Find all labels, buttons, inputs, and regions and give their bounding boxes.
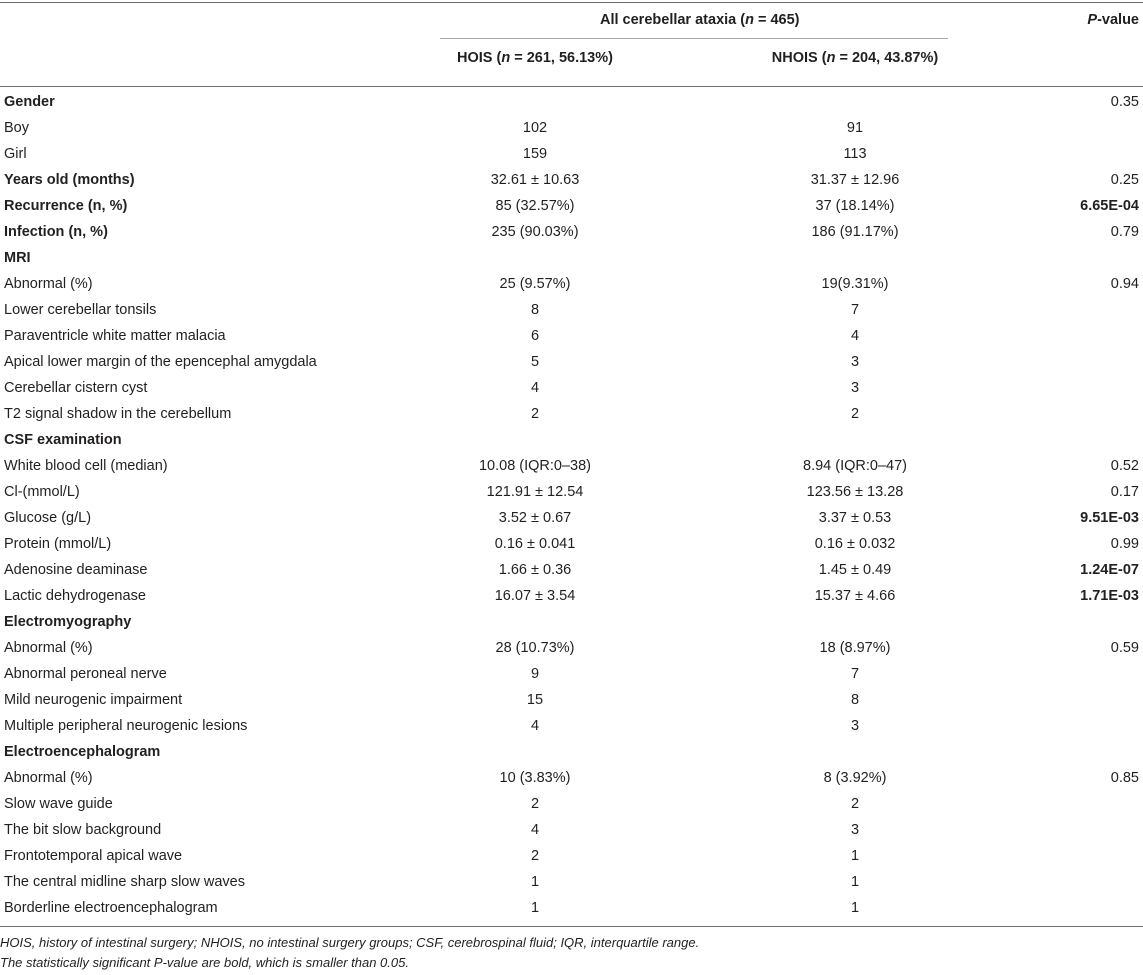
nhois-value: [715, 89, 995, 115]
hois-value: 1.66 ± 0.36: [498, 562, 572, 578]
nhois-value: 123.56 ± 13.28: [806, 484, 904, 500]
hois-column-header: HOIS (n = 261, 56.13%): [457, 50, 613, 66]
row-label: Borderline electroencephalogram: [4, 900, 218, 916]
footnote-significance: The statistically significant P-value are bold, which is smaller than 0.05.: [0, 955, 409, 970]
section-label: Recurrence (n, %): [4, 198, 128, 214]
section-label: Electromyography: [4, 614, 132, 630]
header-bottom-rule: [0, 86, 1143, 87]
nhois-value: [715, 245, 995, 271]
hois-value: 1: [530, 874, 540, 890]
hois-value: 10 (3.83%): [499, 770, 571, 786]
row-label: Slow wave guide: [4, 796, 113, 812]
hois-value: 121.91 ± 12.54: [486, 484, 584, 500]
group-underline: [440, 38, 948, 39]
p-value: 0.35: [1110, 94, 1139, 110]
p-value: 0.59: [1110, 640, 1139, 656]
nhois-value: 1: [850, 874, 860, 890]
row-label: Frontotemporal apical wave: [4, 848, 183, 864]
hois-value: 85 (32.57%): [495, 198, 575, 214]
section-label: MRI: [4, 250, 31, 266]
p-value: 0.25: [1110, 172, 1139, 188]
hois-value: 2: [530, 848, 540, 864]
hois-value: 0.16 ± 0.041: [494, 536, 576, 552]
p-value: 0.17: [1110, 484, 1139, 500]
footnote-abbreviations: HOIS, history of intestinal surgery; NHOIS, no intestinal surgery groups; CSF, cerebrospinal fluid; IQR, interquartile range.: [0, 935, 700, 950]
hois-value: 4: [530, 822, 540, 838]
nhois-value: 37 (18.14%): [815, 198, 895, 214]
nhois-value: 3: [850, 354, 860, 370]
nhois-value: 2: [850, 796, 860, 812]
nhois-value: 113: [843, 146, 867, 162]
p-value: 0.85: [1110, 770, 1139, 786]
row-label: Abnormal (%): [4, 640, 93, 656]
nhois-value: 1.45 ± 0.49: [818, 562, 892, 578]
section-label: Years old (months): [4, 172, 135, 188]
hois-value: 159: [522, 146, 548, 162]
hois-value: 25 (9.57%): [499, 276, 571, 292]
section-label: Infection (n, %): [4, 224, 108, 240]
row-label: Abnormal (%): [4, 770, 93, 786]
nhois-column-header: NHOIS (n = 204, 43.87%): [771, 50, 939, 66]
row-label: Paraventricle white matter malacia: [4, 328, 226, 344]
hois-value: 1: [530, 900, 540, 916]
row-label: The central midline sharp slow waves: [4, 874, 245, 890]
nhois-value: 31.37 ± 12.96: [810, 172, 900, 188]
section-label: CSF examination: [4, 432, 122, 448]
nhois-value: [715, 739, 995, 765]
row-label: Cl-(mmol/L): [4, 484, 80, 500]
hois-value: 5: [530, 354, 540, 370]
nhois-value: [715, 609, 995, 635]
p-value: 1.71E-03: [1080, 588, 1139, 604]
hois-value: [355, 245, 715, 271]
nhois-value: 15.37 ± 4.66: [814, 588, 896, 604]
p-value: 0.99: [1110, 536, 1139, 552]
table-bottom-rule: [0, 926, 1143, 927]
nhois-value: 19(9.31%): [821, 276, 889, 292]
nhois-value: 2: [850, 406, 860, 422]
hois-value: 4: [530, 380, 540, 396]
hois-value: 10.08 (IQR:0–38): [478, 458, 592, 474]
nhois-value: 1: [850, 900, 860, 916]
row-label: Mild neurogenic impairment: [4, 692, 183, 708]
row-label: Abnormal (%): [4, 276, 93, 292]
table-top-rule: [0, 2, 1143, 3]
hois-value: [355, 427, 715, 453]
hois-value: 9: [530, 666, 540, 682]
section-label: Electroencephalogram: [4, 744, 161, 760]
nhois-value: 91: [846, 120, 864, 136]
p-value: 0.79: [1110, 224, 1139, 240]
p-value: 0.52: [1110, 458, 1139, 474]
nhois-value: 3.37 ± 0.53: [818, 510, 892, 526]
row-label: Apical lower margin of the epencephal amygdala: [4, 354, 317, 370]
row-label: Adenosine deaminase: [4, 562, 148, 578]
row-label: Glucose (g/L): [4, 510, 92, 526]
p-value: 6.65E-04: [1080, 198, 1139, 214]
row-label: Lower cerebellar tonsils: [4, 302, 157, 318]
row-label: Boy: [4, 120, 29, 136]
hois-value: 28 (10.73%): [495, 640, 575, 656]
nhois-value: [715, 427, 995, 453]
row-label: White blood cell (median): [4, 458, 168, 474]
row-label: Abnormal peroneal nerve: [4, 666, 167, 682]
hois-value: 8: [530, 302, 540, 318]
row-label: Protein (mmol/L): [4, 536, 112, 552]
nhois-value: 7: [850, 666, 860, 682]
nhois-value: 3: [850, 822, 860, 838]
row-label: Girl: [4, 146, 27, 162]
row-label: Cerebellar cistern cyst: [4, 380, 148, 396]
hois-value: [355, 89, 715, 115]
nhois-value: 1: [850, 848, 860, 864]
nhois-value: 8: [850, 692, 860, 708]
hois-value: 6: [530, 328, 540, 344]
nhois-value: 8 (3.92%): [823, 770, 887, 786]
hois-value: 2: [530, 406, 540, 422]
group-header: All cerebellar ataxia (n = 465): [600, 12, 800, 28]
row-label: Lactic dehydrogenase: [4, 588, 146, 604]
nhois-value: 18 (8.97%): [819, 640, 891, 656]
row-label: The bit slow background: [4, 822, 162, 838]
row-label: T2 signal shadow in the cerebellum: [4, 406, 232, 422]
nhois-value: 186 (91.17%): [811, 224, 899, 240]
nhois-value: 4: [850, 328, 860, 344]
nhois-value: 7: [850, 302, 860, 318]
nhois-value: 8.94 (IQR:0–47): [803, 458, 907, 474]
p-value: 9.51E-03: [1080, 510, 1139, 526]
hois-value: 15: [526, 692, 544, 708]
hois-value: 4: [530, 718, 540, 734]
hois-value: 32.61 ± 10.63: [490, 172, 580, 188]
nhois-value: 0.16 ± 0.032: [814, 536, 896, 552]
p-value: 1.24E-07: [1080, 562, 1139, 578]
hois-value: 235 (90.03%): [491, 224, 579, 240]
nhois-value: 3: [850, 380, 860, 396]
section-label: Gender: [4, 94, 55, 110]
hois-value: [355, 739, 715, 765]
hois-value: 2: [530, 796, 540, 812]
hois-value: 16.07 ± 3.54: [494, 588, 576, 604]
hois-value: 3.52 ± 0.67: [498, 510, 572, 526]
hois-value: [355, 609, 715, 635]
row-label: Multiple peripheral neurogenic lesions: [4, 718, 248, 734]
p-value-header: P-value: [1087, 12, 1139, 28]
hois-value: 102: [522, 120, 548, 136]
nhois-value: 3: [850, 718, 860, 734]
p-value: 0.94: [1110, 276, 1139, 292]
